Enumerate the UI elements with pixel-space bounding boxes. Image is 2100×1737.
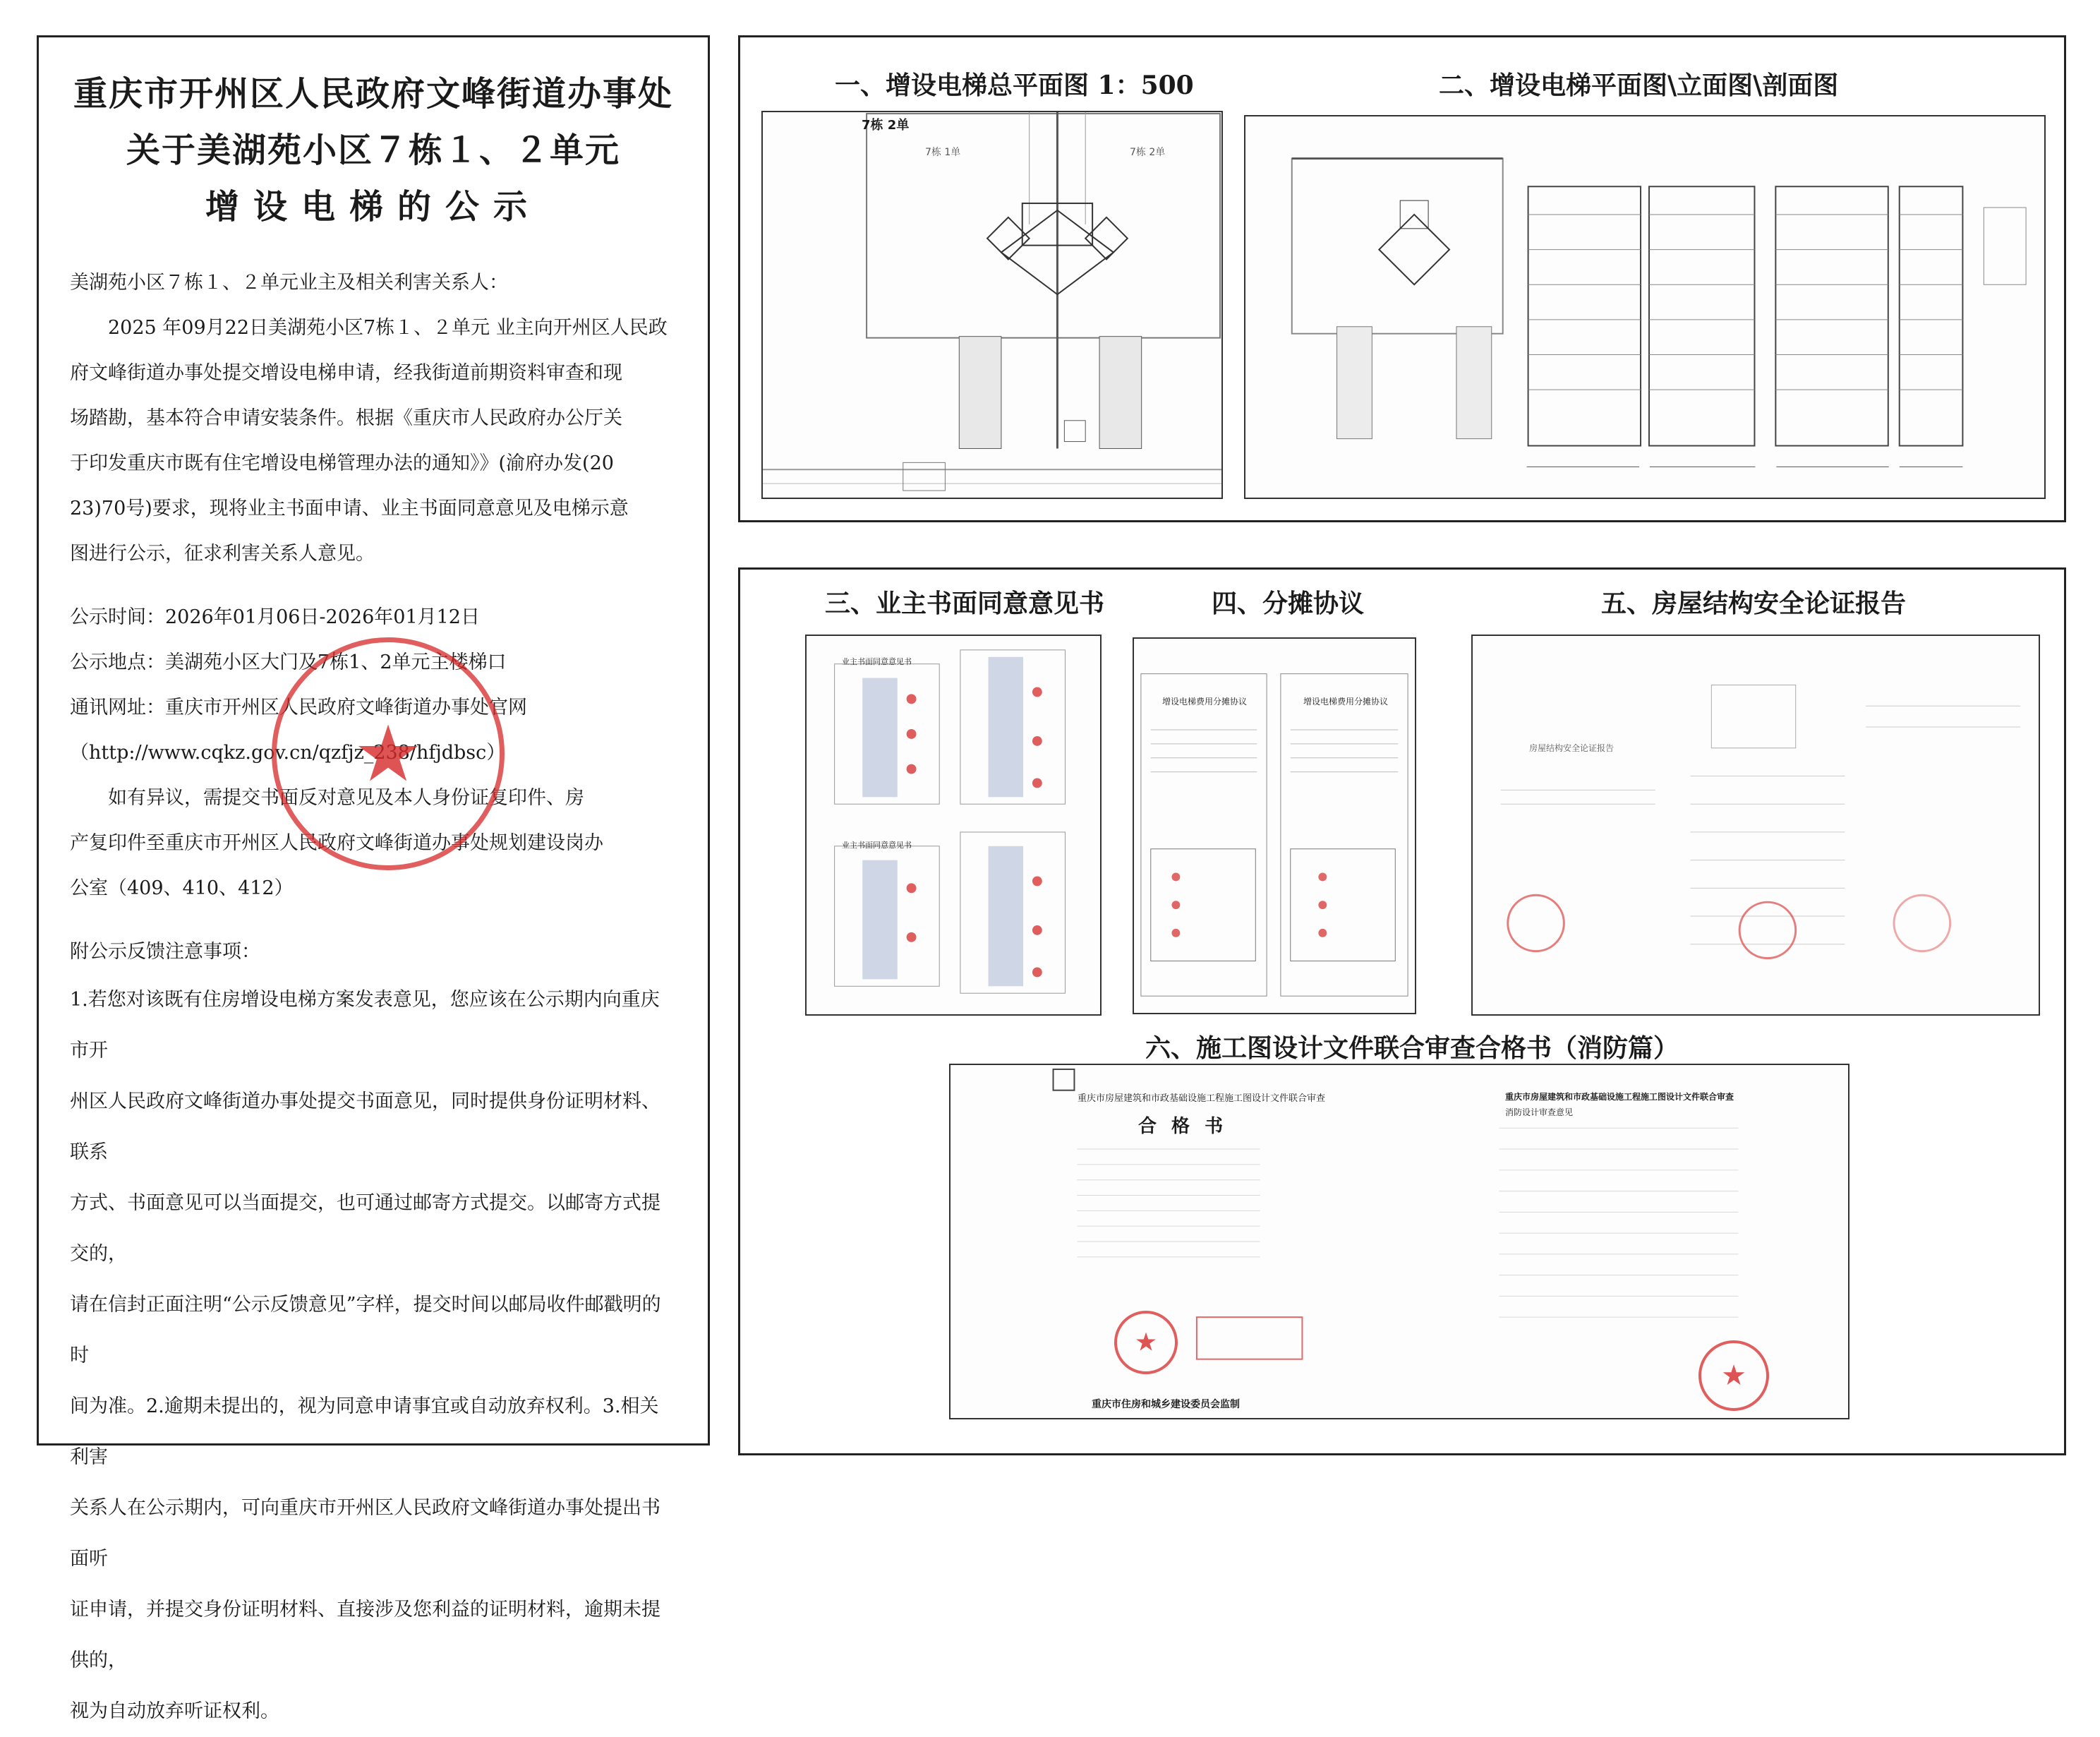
note-line: 州区人民政府文峰街道办事处提交书面意见，同时提供身份证明材料、联系 [70, 1090, 660, 1163]
review-seal [1698, 1340, 1769, 1411]
objection-line: 公室（409、410、412） [70, 877, 294, 899]
notes-title: 附公示反馈注意事项： [70, 941, 260, 963]
para1-line: 府文峰街道办事处提交增设电梯申请，经我街道前期资料审查和现 [70, 362, 622, 384]
certificate-document [949, 1064, 1849, 1419]
certificate-right-sub: 消防设计审查意见 [1505, 1107, 1574, 1117]
para1-line: 2025 年09月22日美湖苑小区7栋１、２单元 业主向开州区人民政 [108, 317, 668, 339]
section-3-title: 三、业主书面同意意见书 [825, 589, 1105, 618]
section-2-title: 二、增设电梯平面图\立面图\剖面图 [1439, 71, 1839, 100]
certificate-right-header: 重庆市房屋建筑和市政基础设施工程施工图设计文件联合审查 [1505, 1092, 1734, 1102]
certificate-seal-star-icon: ★ [1134, 1328, 1158, 1357]
section-6-title: 六、施工图设计文件联合审查合格书（消防篇） [1145, 1033, 1679, 1063]
objection-line: 产复印件至重庆市开州区人民政府文峰街道办事处规划建设岗办 [70, 832, 603, 854]
agreement-title-left: 增设电梯费用分摊协议 [1162, 697, 1248, 707]
note-line: 关系人在公示期内，可向重庆市开州区人民政府文峰街道办事处提出书面听 [70, 1497, 660, 1570]
note-line: 证申请，并提交身份证明材料、直接涉及您利益的证明材料，逾期未提供的， [70, 1599, 660, 1671]
notice-title-line2: 关于美湖苑小区７栋１、２单元 [126, 131, 620, 170]
certificate-seal [1114, 1311, 1178, 1374]
documents-panel [738, 567, 2066, 1455]
consent-title-top: 业主书面同意意见书 [842, 657, 912, 666]
site-plan-drawing [761, 111, 1223, 499]
report-title: 房屋结构安全论证报告 [1529, 743, 1615, 753]
note-line: 请在信封正面注明“公示反馈意见”字样，提交时间以邮局收件邮戳明的时 [70, 1294, 661, 1366]
para1-line: 于印发重庆市既有住宅增设电梯管理办法的通知》》(渝府办发(20 [70, 452, 614, 474]
section-5-title: 五、房屋结构安全论证报告 [1601, 589, 1907, 618]
consent-title-bottom: 业主书面同意意见书 [842, 841, 912, 850]
para1-line: 23)70号)要求，现将业主书面申请、业主书面同意意见及电梯示意 [70, 498, 629, 519]
notice-time: 公示时间：2026年01月06日-2026年01月12日 [70, 606, 480, 628]
objection-line: 如有异议，需提交书面反对意见及本人身份证复印件、房 [108, 787, 584, 809]
salutation: 美湖苑小区７栋１、２单元业主及相关利害关系人： [70, 272, 508, 294]
agreement-title-right: 增设电梯费用分摊协议 [1303, 697, 1389, 707]
para1-line: 图进行公示，征求利害关系人意见。 [70, 543, 375, 565]
note-line: 方式、书面意见可以当面提交，也可通过邮寄方式提交。以邮寄方式提交的， [70, 1192, 660, 1265]
notice-place: 公示地点：美湖苑小区大门及7栋1、2单元主楼梯口 [70, 651, 507, 673]
certificate-header: 重庆市房屋建筑和市政基础设施工程施工图设计文件联合审查 [1078, 1093, 1326, 1104]
certificate-issuer: 重庆市住房和城乡建设委员会监制 [1092, 1399, 1240, 1410]
notice-title-line3: 增设电梯的公示 [205, 187, 541, 227]
notice-panel [37, 35, 710, 1722]
note-line: 间为准。2.逾期未提出的，视为同意申请事宜或自动放弃权利。3.相关利害 [70, 1395, 659, 1468]
review-seal-star-icon: ★ [1721, 1359, 1746, 1392]
notice-title-line1: 重庆市开州区人民政府文峰街道办事处 [73, 74, 673, 114]
plan-unit2-label: 7栋 2单 [1130, 147, 1166, 158]
note-line: 视为自动放弃听证权利。 [70, 1700, 279, 1722]
agreement-document [1133, 637, 1416, 1014]
website-url[interactable]: （http://www.cqkz.gov.cn/qzfjz_238/hfjdbsc） [70, 742, 506, 764]
official-seal [272, 637, 505, 870]
seal-star-icon: ★ [353, 709, 423, 799]
section-1-title: 一、增设电梯总平面图 1：500 [835, 71, 1194, 100]
plan-unit1-label: 7栋 1单 [925, 147, 961, 158]
drawings-panel [738, 35, 2066, 522]
section-4-title: 四、分摊协议 [1212, 589, 1365, 618]
consent-document [805, 635, 1102, 1016]
note-line: 1.若您对该既有住房增设电梯方案发表意见，您应该在公示期内向重庆市开 [70, 989, 660, 1062]
elevation-drawing [1244, 115, 2046, 499]
structure-report-document [1471, 635, 2040, 1016]
website-label: 通讯网址：重庆市开州区人民政府文峰街道办事处官网 [70, 697, 527, 719]
certificate-title: 合 格 书 [1138, 1116, 1228, 1137]
para1-line: 场踏勘，基本符合申请安装条件。根据《重庆市人民政府办公厅关 [70, 407, 622, 429]
plan-building-label: 7栋 2单 [862, 118, 910, 133]
